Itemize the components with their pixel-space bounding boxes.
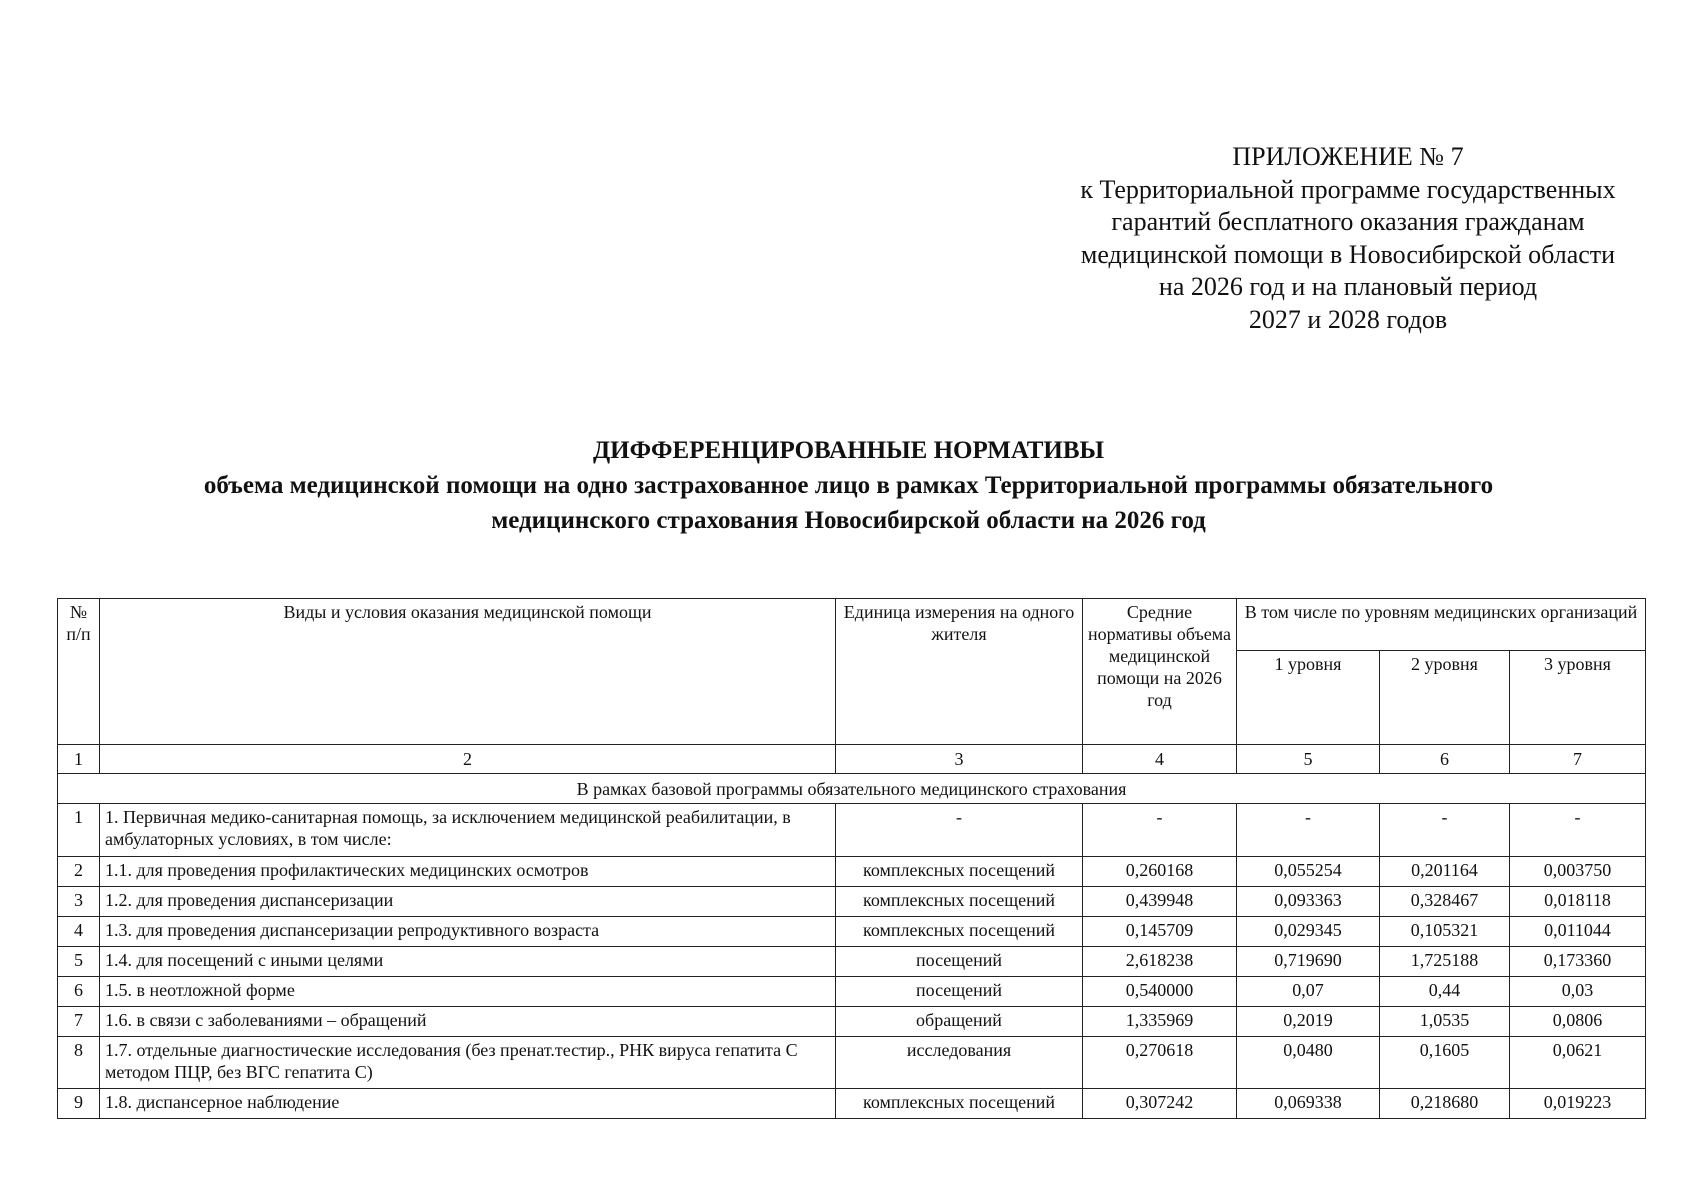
table-row: [58, 887, 1646, 917]
row-level1: 0,055254: [1237, 857, 1380, 887]
document-title: ДИФФЕРЕНЦИРОВАННЫЕ НОРМАТИВЫ: [592, 437, 1105, 464]
table-row: [58, 804, 1646, 857]
norms-table: [57, 598, 1646, 1119]
row-unit: исследования: [836, 1037, 1083, 1089]
row-level1: 0,093363: [1237, 887, 1380, 917]
row-kind: 1. Первичная медико-санитарная помощь, за исключением медицинской реабилитации, в амбулаторных условиях, в том числе:: [100, 804, 836, 857]
appendix-line: ПРИЛОЖЕНИЕ № 7: [1232, 142, 1464, 171]
row-level1: 0,719690: [1237, 947, 1380, 977]
row-unit: посещений: [836, 977, 1083, 1007]
row-number: 7: [58, 1007, 100, 1037]
row-level1: 0,07: [1237, 977, 1380, 1007]
row-level3: 0,0806: [1510, 1007, 1646, 1037]
row-number: 5: [58, 947, 100, 977]
row-unit: комплексных посещений: [836, 917, 1083, 947]
row-level2: 0,218680: [1380, 1089, 1510, 1119]
row-level2: 0,328467: [1380, 887, 1510, 917]
header-avg: Средние нормативы объема медицинской помощи на 2026 год: [1083, 599, 1237, 745]
document-subtitle-line2: медицинского страхования Новосибирской области на 2026 год: [491, 507, 1206, 534]
row-level3: 0,0621: [1510, 1037, 1646, 1089]
row-avg-norm: 2,618238: [1083, 947, 1237, 977]
row-kind: 1.7. отдельные диагностические исследования (без пренат.тестир., РНК вируса гепатита С методом ПЦР, без ВГС гепатита С): [100, 1037, 836, 1089]
header-row: [58, 599, 1646, 651]
row-kind: 1.2. для проведения диспансеризации: [100, 887, 836, 917]
row-avg-norm: 0,540000: [1083, 977, 1237, 1007]
row-number: 4: [58, 917, 100, 947]
row-avg-norm: -: [1083, 804, 1237, 857]
row-unit: комплексных посещений: [836, 1089, 1083, 1119]
table-row: [58, 1007, 1646, 1037]
document-heading: [0, 433, 1697, 538]
row-avg-norm: 1,335969: [1083, 1007, 1237, 1037]
row-level3: 0,003750: [1510, 857, 1646, 887]
row-level3: 0,011044: [1510, 917, 1646, 947]
row-unit: посещений: [836, 947, 1083, 977]
table-row: [58, 1089, 1646, 1119]
column-index: 6: [1380, 745, 1510, 774]
appendix-line: на 2026 год и на плановый период: [1158, 272, 1538, 301]
header-levels: В том числе по уровням медицинских организаций: [1237, 599, 1646, 651]
row-level2: 0,105321: [1380, 917, 1510, 947]
row-level2: 0,44: [1380, 977, 1510, 1007]
header-level3: 3 уровня: [1510, 651, 1646, 745]
column-index: 3: [836, 745, 1083, 774]
document-subtitle-line1: объема медицинской помощи на одно застрахованное лицо в рамках Территориальной программы обязательного: [203, 472, 1494, 499]
row-level1: -: [1237, 804, 1380, 857]
row-level1: 0,029345: [1237, 917, 1380, 947]
appendix-line: к Территориальной программе государственных: [1080, 174, 1616, 204]
table-row: [58, 917, 1646, 947]
row-kind: 1.1. для проведения профилактических медицинских осмотров: [100, 857, 836, 887]
row-level3: 0,019223: [1510, 1089, 1646, 1119]
row-unit: комплексных посещений: [836, 887, 1083, 917]
row-unit: комплексных посещений: [836, 857, 1083, 887]
row-kind: 1.8. диспансерное наблюдение: [100, 1089, 836, 1119]
table-row: [58, 857, 1646, 887]
table-row: [58, 947, 1646, 977]
row-unit: обращений: [836, 1007, 1083, 1037]
row-level2: 0,201164: [1380, 857, 1510, 887]
row-level2: -: [1380, 804, 1510, 857]
appendix-line: 2027 и 2028 годов: [1248, 304, 1448, 334]
row-level3: 0,173360: [1510, 947, 1646, 977]
row-avg-norm: 0,260168: [1083, 857, 1237, 887]
row-kind: 1.3. для проведения диспансеризации репродуктивного возраста: [100, 917, 836, 947]
column-index: 7: [1510, 745, 1646, 774]
table-row: [58, 977, 1646, 1007]
row-level2: 1,0535: [1380, 1007, 1510, 1037]
header-level2: 2 уровня: [1380, 651, 1510, 745]
header-kinds: Виды и условия оказания медицинской помощи: [100, 599, 836, 745]
column-index-row: [58, 745, 1646, 774]
row-number: 8: [58, 1037, 100, 1089]
row-number: 9: [58, 1089, 100, 1119]
section-row: [58, 774, 1646, 804]
section-label: В рамках базовой программы обязательного медицинского страхования: [58, 774, 1646, 804]
row-level3: 0,018118: [1510, 887, 1646, 917]
row-avg-norm: 0,145709: [1083, 917, 1237, 947]
table-row: [58, 1037, 1646, 1089]
appendix-line: медицинской помощи в Новосибирской области: [1080, 239, 1616, 269]
row-number: 1: [58, 804, 100, 857]
row-avg-norm: 0,270618: [1083, 1037, 1237, 1089]
row-kind: 1.5. в неотложной форме: [100, 977, 836, 1007]
row-level2: 1,725188: [1380, 947, 1510, 977]
row-kind: 1.4. для посещений с иными целями: [100, 947, 836, 977]
row-level1: 0,0480: [1237, 1037, 1380, 1089]
row-level3: -: [1510, 804, 1646, 857]
row-number: 3: [58, 887, 100, 917]
row-level1: 0,069338: [1237, 1089, 1380, 1119]
column-index: 5: [1237, 745, 1380, 774]
row-avg-norm: 0,307242: [1083, 1089, 1237, 1119]
column-index: 2: [100, 745, 836, 774]
header-num: № п/п: [58, 599, 100, 745]
row-level3: 0,03: [1510, 977, 1646, 1007]
row-unit: -: [836, 804, 1083, 857]
row-level2: 0,1605: [1380, 1037, 1510, 1089]
column-index: 4: [1083, 745, 1237, 774]
row-avg-norm: 0,439948: [1083, 887, 1237, 917]
header-unit: Единица измерения на одного жителя: [836, 599, 1083, 745]
row-number: 2: [58, 857, 100, 887]
header-level1: 1 уровня: [1237, 651, 1380, 745]
column-index: 1: [58, 745, 100, 774]
row-level1: 0,2019: [1237, 1007, 1380, 1037]
row-number: 6: [58, 977, 100, 1007]
appendix-block: [1033, 141, 1663, 336]
appendix-line: гарантий бесплатного оказания гражданам: [1111, 207, 1585, 236]
row-kind: 1.6. в связи с заболеваниями – обращений: [100, 1007, 836, 1037]
